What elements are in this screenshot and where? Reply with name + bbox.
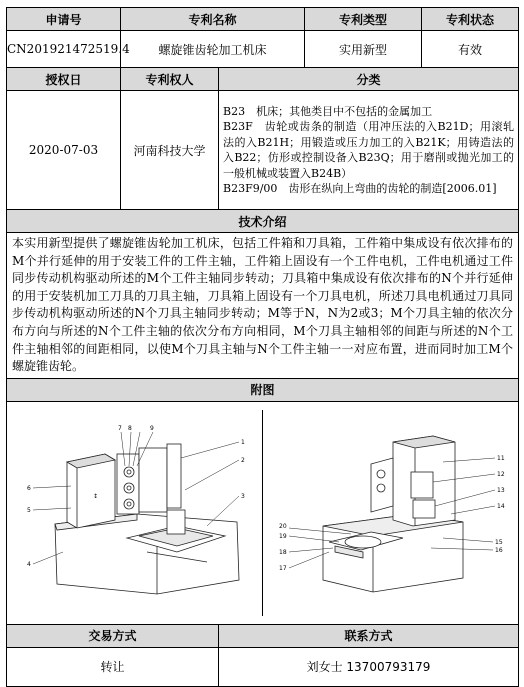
class-line-b23f9: B23F9/00 齿形在纵向上弯曲的齿轮的制造[2006.01] [223,182,497,195]
patent-type-value: 实用新型 [305,31,422,68]
type-header: 专利类型 [305,8,422,31]
owner-value: 河南科技大学 [121,91,219,210]
class-line-b23f: B23F 齿轮或齿条的制造（用冲压法的入B21D；用滚轧法的入B21H；用锻造或压力加工的入B21K；用铸造法的入B22；仿形或控制设备入B23Q；用于磨削或抛光加工的一般机械或装置入B24B） [223,120,515,180]
callout-16: 16 [495,546,503,554]
callout-4: 4 [27,560,31,568]
app-no-header: 申请号 [7,8,121,31]
contact-header: 联系方式 [219,624,519,647]
patent-table [6,7,519,687]
grant-date-header: 授权日 [7,68,121,91]
machine-drawing-left [7,402,262,624]
class-line-b23: B23 机床；其他类目中不包括的金属加工 [223,104,433,118]
callout-5: 5 [27,506,31,514]
callout-18: 18 [279,548,287,556]
grant-date-value: 2020-07-03 [7,91,121,210]
callout-19: 19 [279,532,287,540]
classification-cell [219,91,519,210]
machine-drawing-right [263,402,519,624]
tech-header: 技术介绍 [7,210,519,233]
figure-header: 附图 [7,378,519,401]
contact-value: 刘女士 13700793179 [219,647,519,686]
class-header: 分类 [219,68,519,91]
callout-3: 3 [241,492,245,500]
app-no-value: CN201921472519.4 [7,31,121,68]
callout-14: 14 [497,502,505,510]
patent-status-value: 有效 [422,31,519,68]
callout-11: 11 [497,454,505,462]
callout-9: 9 [150,424,154,432]
callout-15: 15 [495,538,503,546]
callout-13: 13 [497,486,505,494]
owner-header: 专利权人 [121,68,219,91]
patent-name-value: 螺旋锥齿轮加工机床 [121,31,305,68]
callout-1: 1 [241,438,245,446]
status-header: 专利状态 [422,8,519,31]
patent-sheet [6,7,518,675]
arrow-mark: ↕ [93,492,99,500]
trade-method-value: 转让 [7,647,219,686]
callout-12: 12 [497,470,505,478]
callout-7: 7 [118,424,122,432]
trade-method-header: 交易方式 [7,624,219,647]
callout-20: 20 [279,522,287,530]
callout-8: 8 [128,424,132,432]
name-header: 专利名称 [121,8,305,31]
figure-cell [7,401,519,624]
callout-6: 6 [27,484,31,492]
tech-abstract: 本实用新型提供了螺旋锥齿轮加工机床，包括工件箱和刀具箱，工件箱中集成设有依次排布的M个并行延伸的用于安装工件的工件主轴，工件箱上固设有一个工件电机，工件电机通过工件同步传动机构驱动所述的M个工件主轴同步转动；刀具箱中集成设有依次排布的N个并行延伸的用于安装机加工刀具的刀具主轴，刀具箱上固设有一个刀具电机，所述刀具电机通过刀具同步传动机构驱动所述的N个刀具主轴同步转动；M等于N，N为2或3；M个刀具主轴的依次分布方向与所述的N个工件主轴的依次分布方向相同，M个刀具主轴相邻的间距与所述的N个工件主轴相邻的间距相同，以使M个刀具主轴与N个工件主轴一一对应布置，进而同时加工M个螺旋锥齿轮。 [7,233,519,379]
callout-17: 17 [279,564,287,572]
callout-2: 2 [241,456,245,464]
